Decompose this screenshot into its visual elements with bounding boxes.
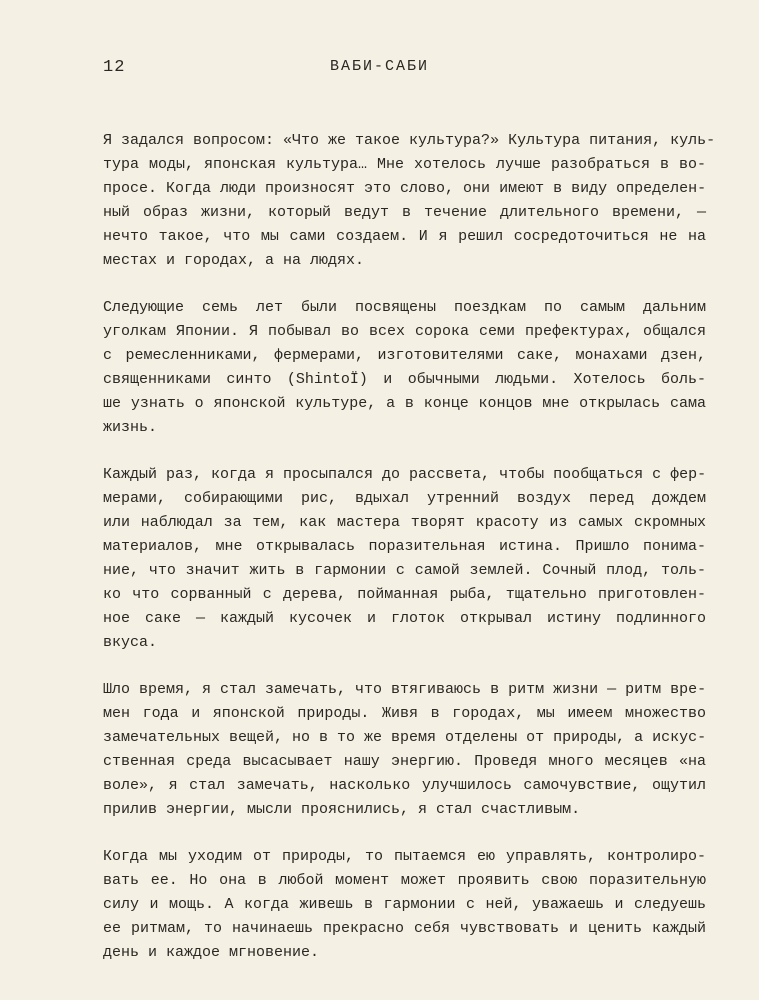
- text-line: ние, что значит жить в гармонии с самой землей. Сочный плод, толь-: [103, 562, 706, 579]
- text-line: священниками синто (ShintoЇ) и обычными людьми. Хотелось боль-: [103, 371, 706, 388]
- page-number: 12: [103, 58, 126, 77]
- text-line: ее ритмам, то начинаешь прекрасно себя чувствовать и ценить каждый: [103, 920, 706, 937]
- text-line: нечто такое, что мы сами создаем. И я решил сосредоточиться не на: [103, 228, 706, 245]
- paragraph: [103, 845, 706, 965]
- text-line: просе. Когда люди произносят это слово, они имеют в виду определен-: [103, 180, 707, 197]
- text-line: силу и мощь. А когда живешь в гармонии с ней, уважаешь и следуешь: [103, 896, 706, 913]
- paragraph: [103, 129, 716, 273]
- text-line: Шло время, я стал замечать, что втягиваюсь в ритм жизни — ритм вре-: [103, 681, 707, 698]
- text-line: уголкам Японии. Я побывал во всех сорока семи префектурах, общался: [103, 323, 706, 340]
- text-line: мен года и японской природы. Живя в городах, мы имеем множество: [103, 705, 706, 722]
- text-line: ше узнать о японской культуре, а в конце концов мне открылась сама: [103, 395, 706, 412]
- text-line: замечательных вещей, но в то же время отделены от природы, а искус-: [103, 729, 707, 746]
- text-line: вать ее. Но она в любой момент может проявить свою поразительную: [103, 872, 706, 889]
- text-line: Когда мы уходим от природы, то пытаемся ею управлять, контролиро-: [103, 848, 706, 865]
- text-line: день и каждое мгновение.: [103, 944, 320, 961]
- text-line: жизнь.: [103, 419, 158, 436]
- text-line: мерами, собирающими рис, вдыхал утренний воздух перед дождем: [103, 490, 706, 507]
- text-line: Я задался вопросом: «Что же такое культура?» Культура питания, куль-: [103, 132, 716, 149]
- text-line: прилив энергии, мысли прояснились, я стал счастливым.: [103, 801, 581, 818]
- paragraph: [103, 678, 706, 822]
- text-line: материалов, мне открывалась поразительная истина. Пришло понима-: [103, 538, 706, 555]
- running-title: ВАБИ-САБИ: [329, 58, 429, 75]
- text-line: вкуса.: [103, 634, 158, 651]
- paragraph: [103, 463, 706, 655]
- text-line: или наблюдал за тем, как мастера творят красоту из самых скромных: [103, 514, 706, 531]
- text-line: ный образ жизни, который ведут в течение длительного времени, —: [103, 204, 706, 221]
- text-line: тура моды, японская культура… Мне хотелось лучше разобраться в во-: [103, 156, 706, 173]
- text-line: Следующие семь лет были посвящены поездкам по самым дальним: [103, 299, 706, 316]
- paragraph: [103, 296, 706, 440]
- text-line: местах и городах, а на людях.: [103, 252, 365, 269]
- body-text: [103, 129, 716, 988]
- text-line: ственная среда высасывает нашу энергию. Проведя много месяцев «на: [103, 753, 706, 770]
- text-line: ное саке — каждый кусочек и глоток открывал истину подлинного: [103, 610, 706, 627]
- text-line: Каждый раз, когда я просыпался до рассвета, чтобы пообщаться с фер-: [103, 466, 707, 483]
- text-line: воле», я стал замечать, насколько улучшилось самочувствие, ощутил: [103, 777, 706, 794]
- text-line: с ремесленниками, фермерами, изготовителями саке, монахами дзен,: [103, 347, 706, 364]
- text-line: ко что сорванный с дерева, пойманная рыба, тщательно приготовлен-: [103, 586, 706, 603]
